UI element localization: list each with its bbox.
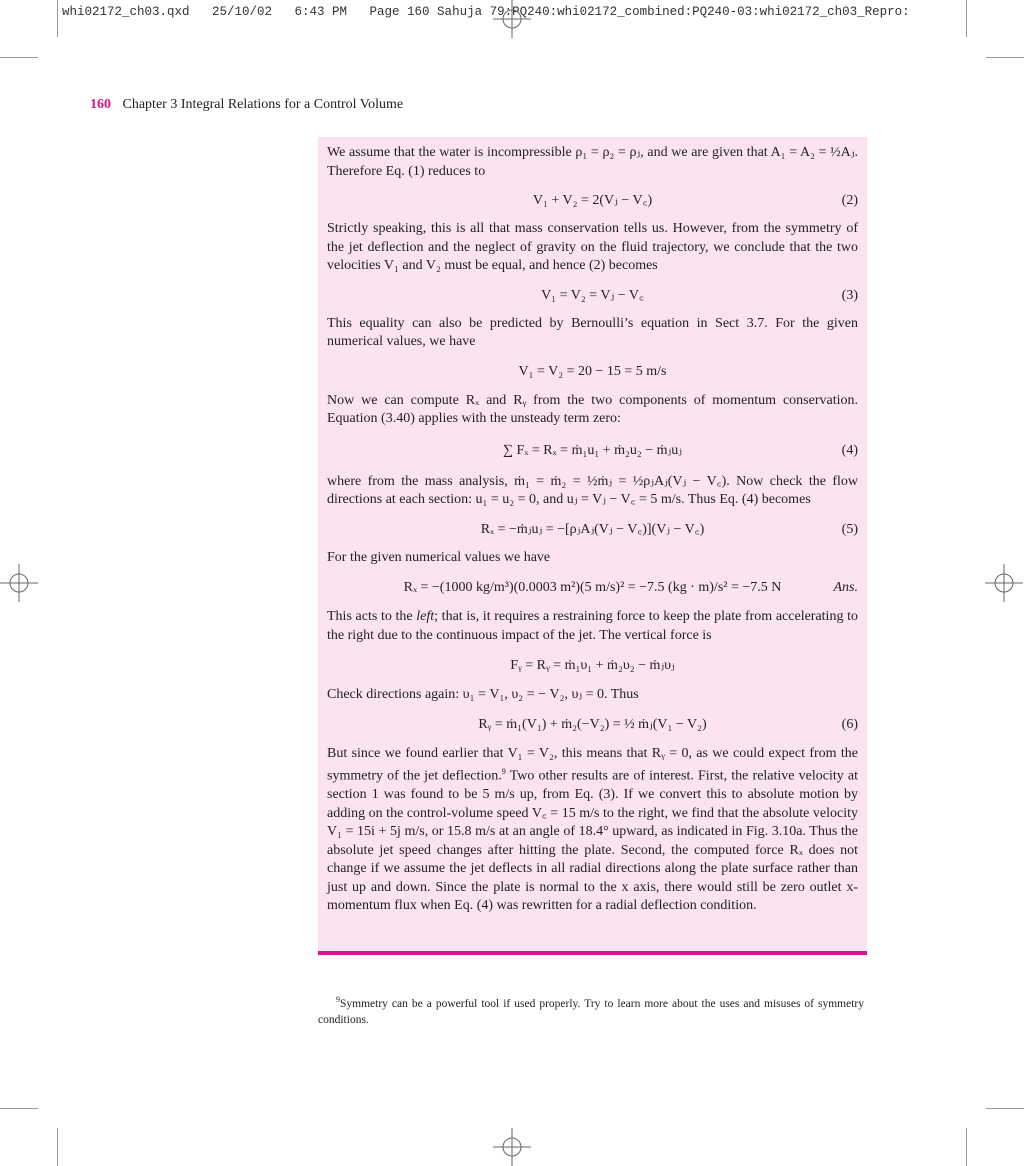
equation-4 — [327, 442, 858, 460]
running-title: Chapter 3 Integral Relations for a Control Volume — [122, 97, 404, 112]
equation-numeric-values-text: V₁ = V₂ = 20 − 15 = 5 m/s — [518, 363, 667, 379]
paragraph-2: Strictly speaking, this is all that mass conservation tells us. However, from the symmetry of the jet deflection and the neglect of gravity on the fluid trajectory, we conclude that the two velocities V₁ and V₂ must be equal, and hence (2) becomes — [327, 221, 858, 273]
crop-mark-top-right-h — [986, 57, 1024, 58]
paragraph-9-start: But since we found earlier that V₁ = V₂, this means that Rᵧ = 0, as we could expect from the symmetry of the jet deflection. — [327, 745, 858, 784]
registration-mark-right-icon — [985, 564, 1023, 602]
equation-4-text: ∑ Fₓ = Rₓ = ṁ₁u₁ + ṁ₂u₂ − ṁⱼuⱼ — [503, 442, 682, 458]
registration-mark-left-icon — [0, 564, 38, 602]
crop-mark-top-right-v — [966, 0, 967, 37]
equation-2-number: (2) — [841, 193, 858, 208]
page-number: 160 — [90, 97, 111, 112]
paragraph-8: Check directions again: υ₁ = V₁, υ₂ = − V₂, υⱼ = 0. Thus — [327, 687, 639, 702]
footnote-reference[interactable]: 9 — [501, 767, 506, 776]
answer-label: Ans. — [833, 580, 858, 595]
equation-3-number: (3) — [841, 287, 858, 303]
equation-fy — [327, 657, 858, 675]
paragraph-9 — [327, 745, 858, 916]
equation-5-number: (5) — [841, 521, 858, 537]
paragraph-7-end: ; that is, it requires a restraining force to keep the plate from accelerating to the right due to the continuous impact of the jet. The vertical force is — [327, 609, 858, 643]
crop-mark-top-left-h — [0, 57, 38, 58]
paragraph-7-emphasis: left — [416, 609, 435, 624]
running-header — [90, 97, 403, 113]
equation-2 — [327, 192, 858, 210]
crop-mark-top-left-v — [57, 0, 58, 37]
footnote-marker: 9 — [336, 995, 340, 1004]
registration-mark-top-icon — [493, 0, 531, 38]
equation-6 — [327, 716, 858, 734]
equation-6-number: (6) — [841, 716, 858, 732]
equation-5 — [327, 521, 858, 539]
crop-mark-bottom-left-v — [57, 1128, 58, 1166]
paragraph-7 — [327, 608, 858, 645]
equation-3-text: V₁ = V₂ = Vⱼ − V꜀ — [541, 287, 644, 303]
crop-mark-bottom-right-h — [986, 1108, 1024, 1109]
footnote — [318, 992, 864, 1028]
paragraph-6: For the given numerical values we have — [327, 549, 551, 565]
crop-mark-bottom-left-h — [0, 1108, 38, 1109]
paragraph-1: We assume that the water is incompressible ρ₁ = ρ₂ = ρⱼ, and we are given that A₁ = A₂ = ½Aⱼ. Therefore Eq. (1) reduces to — [327, 145, 858, 179]
paragraph-9-end: Two other results are of interest. First, the relative velocity at section 1 was found to be 5 m/s up, from Eq. (3). If we convert this to absolute motion by adding on the control-volume speed V꜀ = 15 m/s to the right, we find that the absolute velocity V₁ = 15i + 5j m/s, or 15.8 m/s at an angle of 18.4° upward, as indicated in Fig. 3.10a. Thus the absolute jet speed changes after hitting the plate. Second, the computed force Rₓ does not change if we assume the jet deflects in all radial directions along the plate surface rather than just up and down. Since the plate is normal to the x axis, there would still be zero outlet x-momentum flux when Eq. (4) was rewritten for a radial deflection condition. — [327, 768, 858, 914]
footnote-text: Symmetry can be a powerful tool if used properly. Try to learn more about the uses and misuses of symmetry conditions. — [318, 997, 864, 1026]
example-content — [327, 144, 858, 916]
equation-rx-numeric — [327, 579, 858, 597]
equation-numeric-values — [327, 363, 858, 381]
paragraph-4: Now we can compute Rₓ and Rᵧ from the two components of momentum conservation. Equation (3.40) applies with the unsteady term zero: — [327, 392, 858, 426]
equation-3 — [327, 287, 858, 305]
crop-mark-bottom-right-v — [966, 1128, 967, 1166]
equation-6-text: Rᵧ = ṁ₁(V₁) + ṁ₂(−V₂) = ½ ṁⱼ(V₁ − V₂) — [478, 716, 707, 732]
equation-fy-text: Fᵧ = Rᵧ = ṁ₁υ₁ + ṁ₂υ₂ − ṁⱼυⱼ — [510, 658, 675, 673]
registration-mark-bottom-icon — [493, 1128, 531, 1166]
paragraph-7-start: This acts to the — [327, 609, 417, 624]
equation-5-text: Rₓ = −ṁⱼuⱼ = −[ρⱼAⱼ(Vⱼ − V꜀)](Vⱼ − V꜀) — [480, 521, 705, 537]
slug-line: whi02172_ch03.qxd 25/10/02 6:43 PM Page 160 Sahuja 79:PQ240:whi02172_combined:PQ240-03:whi02172_ch03_Repro: — [62, 5, 910, 19]
paragraph-5: where from the mass analysis, ṁ₁ = ṁ₂ = ½ṁⱼ = ½ρⱼAⱼ(Vⱼ − V꜀). Now check the flow directions at each section: u₁ = u₂ = 0, and uⱼ = Vⱼ − V꜀ = 5 m/s. Thus Eq. (4) becomes — [327, 473, 858, 507]
paragraph-3: This equality can also be predicted by Bernoulli’s equation in Sect 3.7. For the given numerical values, we have — [327, 315, 858, 349]
equation-2-text: V₁ + V₂ = 2(Vⱼ − V꜀) — [532, 193, 653, 208]
equation-4-number: (4) — [841, 442, 858, 458]
equation-rx-numeric-text: Rₓ = −(1000 kg/m³)(0.0003 m²)(5 m/s)² = −7.5 (kg · m)/s² = −7.5 N — [403, 580, 782, 595]
